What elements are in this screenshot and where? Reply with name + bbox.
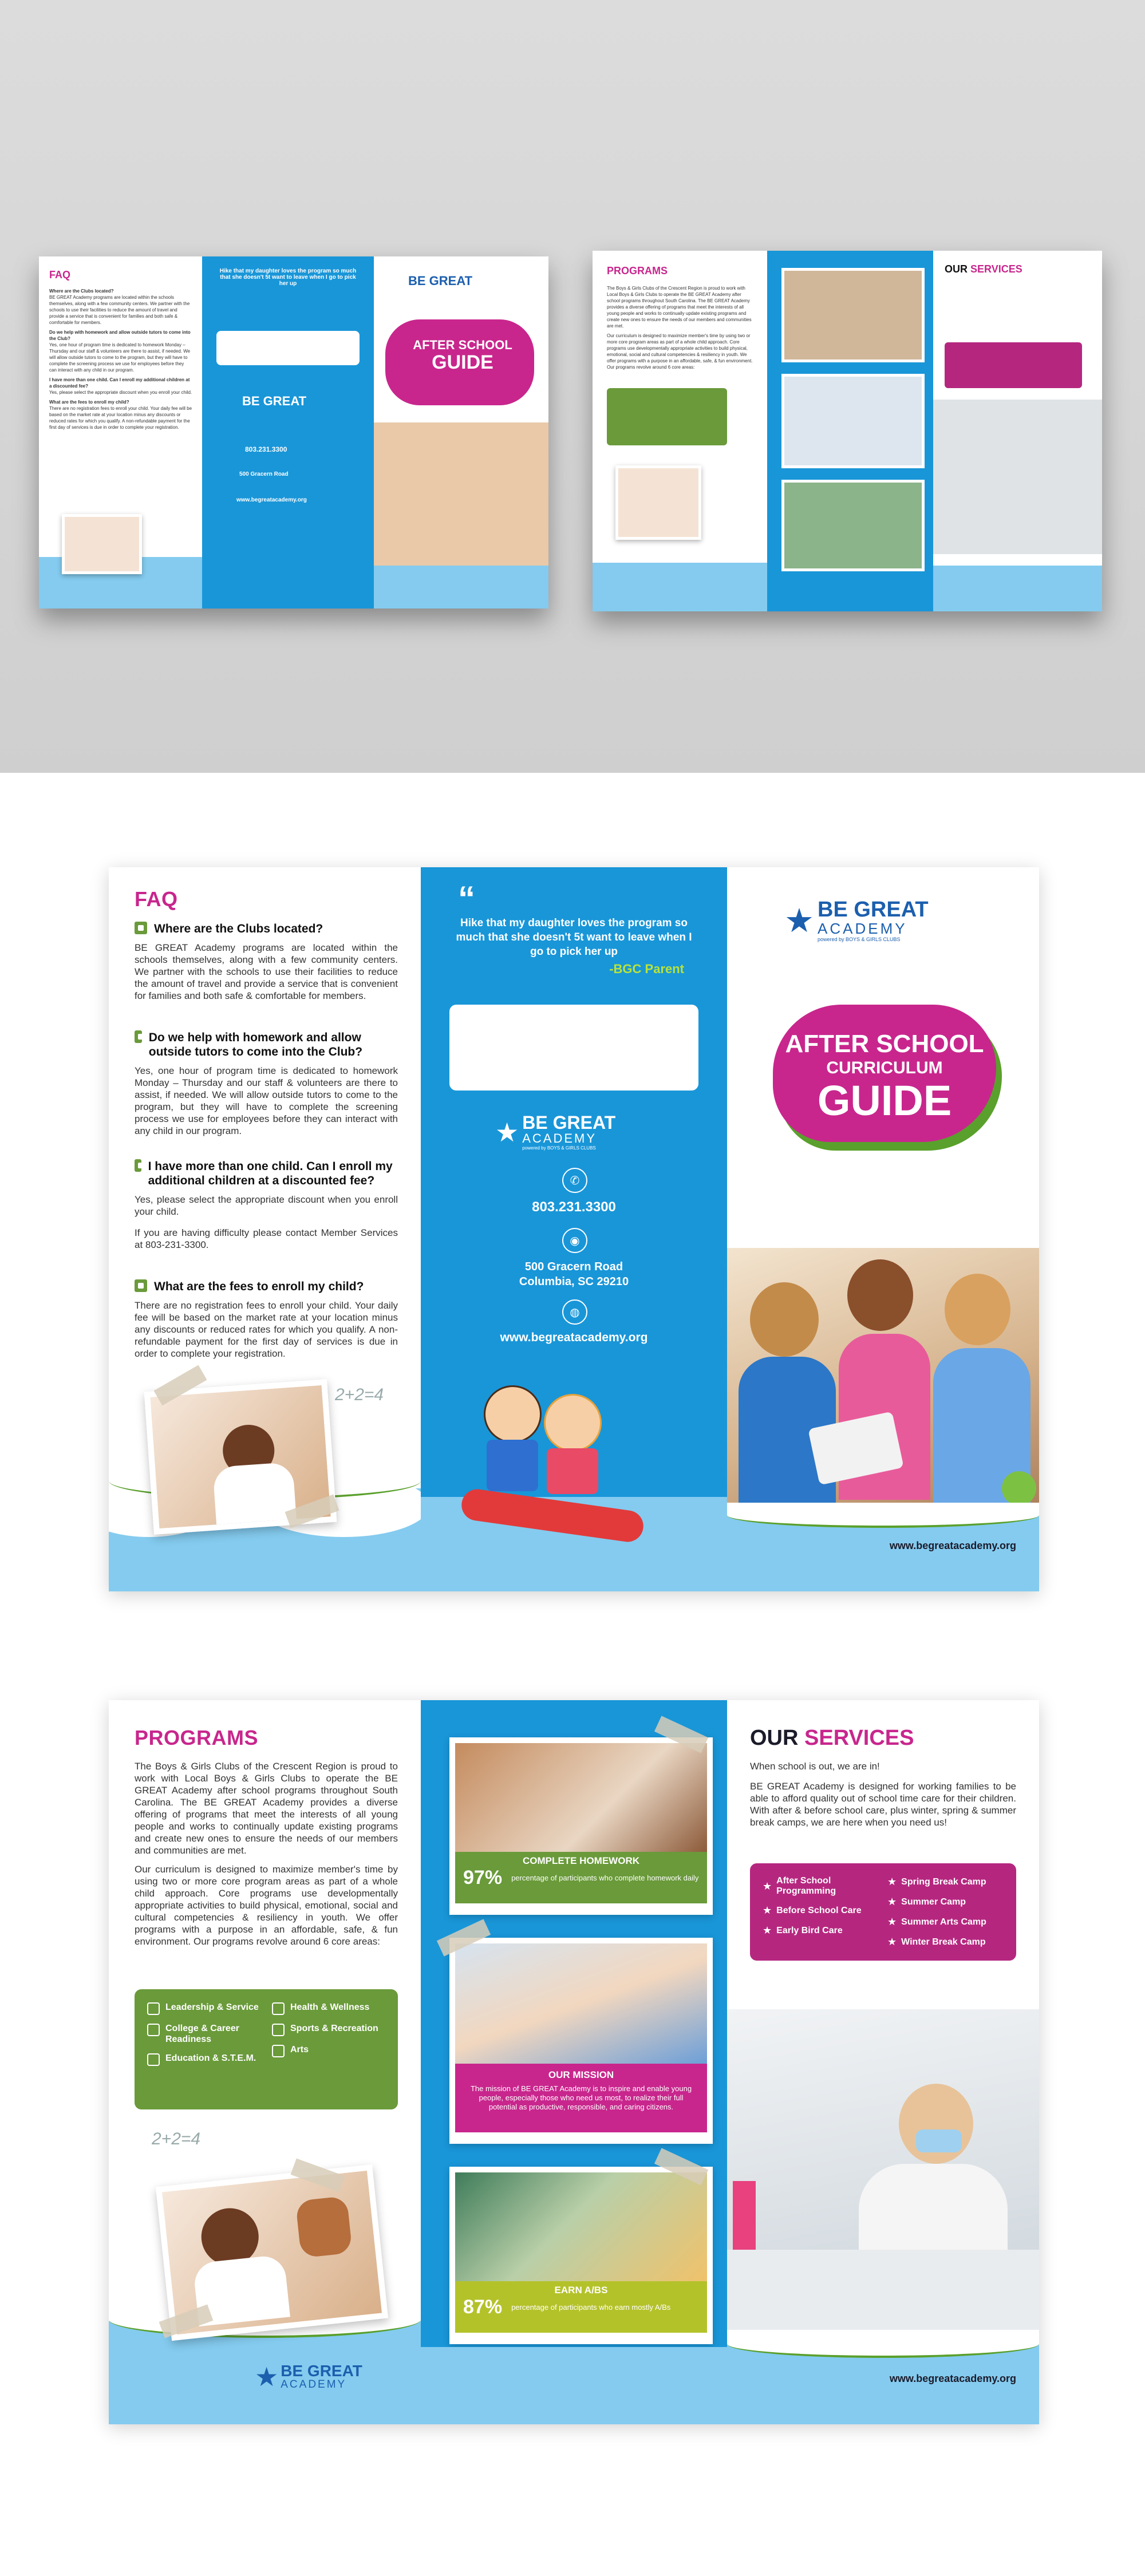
stat-card-grades <box>449 2167 713 2344</box>
stat-card-homework <box>449 1737 713 1915</box>
faq-question: Where are the Clubs located? <box>154 922 323 935</box>
faq-item <box>135 922 398 1002</box>
brochure-back <box>109 1700 1039 2424</box>
quote-icon: “ <box>458 879 475 918</box>
phone-number[interactable]: 803.231.3300 <box>532 1199 616 1215</box>
cover-website[interactable]: www.begreatacademy.org <box>889 1540 1016 1551</box>
math-doodle: 2+2=4 <box>152 2129 201 2148</box>
photo-classroom-hands <box>455 2172 707 2281</box>
question-icon <box>135 1279 147 1292</box>
services-body: BE GREAT Academy is designed for working families to be able to afford quality out of school time care for their children. With after & before school care, plus winter, spring & summer break camps, we are here when you need us! <box>750 1781 1016 1828</box>
location-pin-icon: ◉ <box>562 1228 587 1253</box>
service-item: ★ Spring Break Camp <box>887 1876 986 1887</box>
stat-description: percentage of participants who complete homework daily <box>511 1873 699 1882</box>
faq-item <box>135 1030 398 1137</box>
stats-panel <box>421 1700 727 2424</box>
cover-title: AFTER SCHOOL CURRICULUM GUIDE <box>785 1030 984 1124</box>
faq-question: Do we help with homework and allow outside tutors to come into the Club? <box>148 1031 363 1058</box>
programs-title: PROGRAMS <box>135 1726 259 1749</box>
faq-item <box>135 1279 398 1360</box>
stat-description: percentage of participants who earn mostly A/Bs <box>511 2302 671 2312</box>
core-area: Arts <box>272 2044 386 2057</box>
stat-card-mission <box>449 1938 713 2144</box>
star-icon: ★ <box>763 1880 772 1892</box>
cartoon-kids-on-pencil <box>472 1385 610 1546</box>
question-icon <box>135 922 147 934</box>
mockup-preview <box>0 0 1145 773</box>
faq-panel <box>109 867 421 1591</box>
star-icon: ★ <box>763 1925 772 1936</box>
globe-icon: ◍ <box>562 1299 587 1325</box>
service-item: ★ Summer Camp <box>887 1896 966 1907</box>
stat-title: EARN A/BS <box>554 2285 608 2296</box>
service-item: ★ Before School Care <box>763 1905 862 1916</box>
core-area: College & Career Readiness <box>147 2023 262 2045</box>
testimonial-text: Hike that my daughter loves the program so much that she doesn't 5t want to leave when I go to pick her up <box>456 917 692 958</box>
services-panel <box>727 1700 1039 2424</box>
star-icon: ★ <box>887 1936 897 1947</box>
core-area: Education & S.T.E.M. <box>147 2053 262 2066</box>
brochure-front <box>109 867 1039 1591</box>
website-link[interactable]: www.begreatacademy.org <box>500 1331 648 1344</box>
question-icon <box>135 1159 141 1172</box>
photo-classroom <box>455 1743 707 1852</box>
faq-answer: Yes, please select the appropriate discount when you enroll your child. <box>135 1194 398 1217</box>
star-logo-icon: ★ <box>255 2362 279 2392</box>
service-item: ★ Summer Arts Camp <box>887 1916 986 1927</box>
service-item: ★ Winter Break Camp <box>887 1936 986 1947</box>
star-icon: ★ <box>887 1916 897 1927</box>
logo: ★ BE GREAT ACADEMY powered by BOYS & GIRLS CLUBS <box>784 898 929 942</box>
arts-icon <box>272 2045 285 2057</box>
stat-title: OUR MISSION <box>548 2069 614 2080</box>
faq-answer: There are no registration fees to enroll your child. Your daily fee will be based on the market rate at your location minus any discounts or reduced rates for which you qualify. A non-refundable payment for the first day of services is due in order to complete your registration. <box>135 1300 398 1359</box>
services-website[interactable]: www.begreatacademy.org <box>889 2373 1016 2384</box>
blank-panel <box>449 1005 698 1091</box>
star-icon: ★ <box>763 1905 772 1916</box>
photo-boy-smiling <box>455 1943 707 2064</box>
math-doodle: 2+2=4 <box>335 1385 384 1404</box>
education-icon <box>147 2053 160 2066</box>
health-icon <box>272 2002 285 2015</box>
cover-photo-kids-tablet <box>727 1248 1039 1517</box>
core-areas-box <box>135 1989 398 2109</box>
service-item: ★ Early Bird Care <box>763 1925 843 1936</box>
logo-white: ★ BE GREAT ACADEMY powered by BOYS & GIRLS CLUBS <box>495 1112 616 1151</box>
services-lead: When school is out, we are in! <box>750 1761 880 1772</box>
faq-question: I have more than one child. Can I enroll my additional children at a discounted fee? <box>148 1160 393 1187</box>
core-area: Sports & Recreation <box>272 2023 386 2036</box>
star-icon: ★ <box>887 1896 897 1907</box>
leadership-icon <box>147 2002 160 2015</box>
services-list <box>750 1863 1016 1961</box>
faq-answer: BE GREAT Academy programs are located within the schools themselves, along with a few community centers. We partner with the schools to use their facilities to reduce the amount of travel and provide a service that is convenient for families and both safe & comfortable for members. <box>135 942 398 1001</box>
faq-answer-contact: If you are having difficulty please contact Member Services at 803-231-3300. <box>135 1227 398 1250</box>
career-icon <box>147 2024 160 2036</box>
stat-percent: 97% <box>463 1867 503 1888</box>
mockup-back-brochure: PROGRAMS The Boys & Girls Clubs of the Crescent Region is proud to work with Local Boys & Girls Clubs to operate the BE GREAT Academy after school programs throughout South Carolina. The BE GREAT Academy provides a diverse offering of programs that meet the interests of all young people and works to continually update existing programs and create new ones to ensure the needs of our members and communities are met. Our curriculum is designed to maximize member's time by using two or more core program areas as part of a whole child approach. Core programs use developmentally appropriate activities to build physical, emotional, social and cultural competencies & resiliency in youth. We offer programs with a purpose in an affordable, safe, & fun environment. Our programs revolve around 6 core areas: OUR SERVICES <box>593 251 1102 611</box>
photo-boy-mask-writing <box>727 2009 1039 2347</box>
mini-faq-title: FAQ <box>49 269 71 280</box>
testimonial-author: -BGC Parent <box>609 962 684 976</box>
core-area: Leadership & Service <box>147 2002 262 2015</box>
core-area: Health & Wellness <box>272 2002 386 2015</box>
stat-percent: 87% <box>463 2296 503 2318</box>
faq-item <box>135 1159 398 1251</box>
logo: ★ BE GREAT ACADEMY <box>255 2362 362 2392</box>
service-item: ★ After School Programming <box>763 1876 836 1896</box>
faq-question: What are the fees to enroll my child? <box>154 1280 364 1293</box>
phone-icon: ✆ <box>562 1168 587 1193</box>
mission-text: The mission of BE GREAT Academy is to inspire and enable young people, especially those who need us most, to realize their full potential as productive, responsible, and caring citizens. <box>470 2084 692 2111</box>
programs-curriculum: Our curriculum is designed to maximize member's time by using two or more core program areas as part of a whole child approach. Core programs use developmentally appropriate activities to build physical, emotional, social and cultural competencies & resiliency in youth. We offer programs with a purpose in an affordable, safe, & fun environment. Our programs revolve around 6 core areas: <box>135 1864 398 1947</box>
programs-panel <box>109 1700 421 2424</box>
faq-title: FAQ <box>135 887 178 911</box>
stat-title: COMPLETE HOMEWORK <box>523 1855 639 1866</box>
mini-photo-girl <box>62 514 142 574</box>
contact-panel <box>421 867 727 1591</box>
programs-intro: The Boys & Girls Clubs of the Crescent Region is proud to work with Local Boys & Girls Clubs to operate the BE GREAT Academy after school programs throughout South Carolina. The BE GREAT Academy provides a diverse offering of programs that meet the interests of all young people and works to continually update existing programs and create new ones to ensure the needs of our members and communities are met. <box>135 1761 398 1856</box>
question-icon <box>135 1030 142 1043</box>
mini-faq-text: Where are the Clubs located? BE GREAT Academy programs are located within the schools themselves, along with a few community centers. We partner with the schools to use their facilities to reduce the amount of travel and provide a service that is convenient for families and both safe & comfortable for members. Do we help with homework and allow outside tutors to come into the Club? Yes, one hour of program time is dedicated to homework Monday – Thursday and our staff & volunteers are there to assist, if needed. We will allow outside tutors to come to the program, but they will have to complete the screening process we use for employees before they can interact with any child in our program. I have more than one child. Can I enroll my additional children at a discounted fee? Yes, please select the appropriate discount when you enroll your child. What are the fees to enroll my child? There are no registration fees to enroll your child. Your daily fee will be based on the market rate at your location minus any discounts or reduced rates for which you qualify. A non-refundable payment for the first day of services is due in order to complete your registration. <box>49 289 192 430</box>
star-logo-icon: ★ <box>784 902 814 939</box>
cover-panel <box>727 867 1039 1591</box>
mini-blue-panel: Hike that my daughter loves the program so much that she doesn't 5t want to leave when I go to pick her up BE GREAT 803.231.3300 500 Gracern Road www.begreatacademy.org <box>202 256 374 609</box>
sports-icon <box>272 2024 285 2036</box>
faq-answer: Yes, one hour of program time is dedicated to homework Monday – Thursday and our staff & volunteers are there to assist, if needed. We will allow outside tutors to come to the program, but they will have to complete the screening process we use for employees before they can interact with any child in our program. <box>135 1065 398 1136</box>
mini-cover: BE GREAT AFTER SCHOOL GUIDE <box>374 256 548 609</box>
star-icon: ★ <box>887 1876 897 1887</box>
services-title: OUR SERVICES <box>750 1726 914 1750</box>
mockup-front-brochure <box>39 256 548 609</box>
address: 500 Gracern Road Columbia, SC 29210 <box>519 1261 629 1288</box>
